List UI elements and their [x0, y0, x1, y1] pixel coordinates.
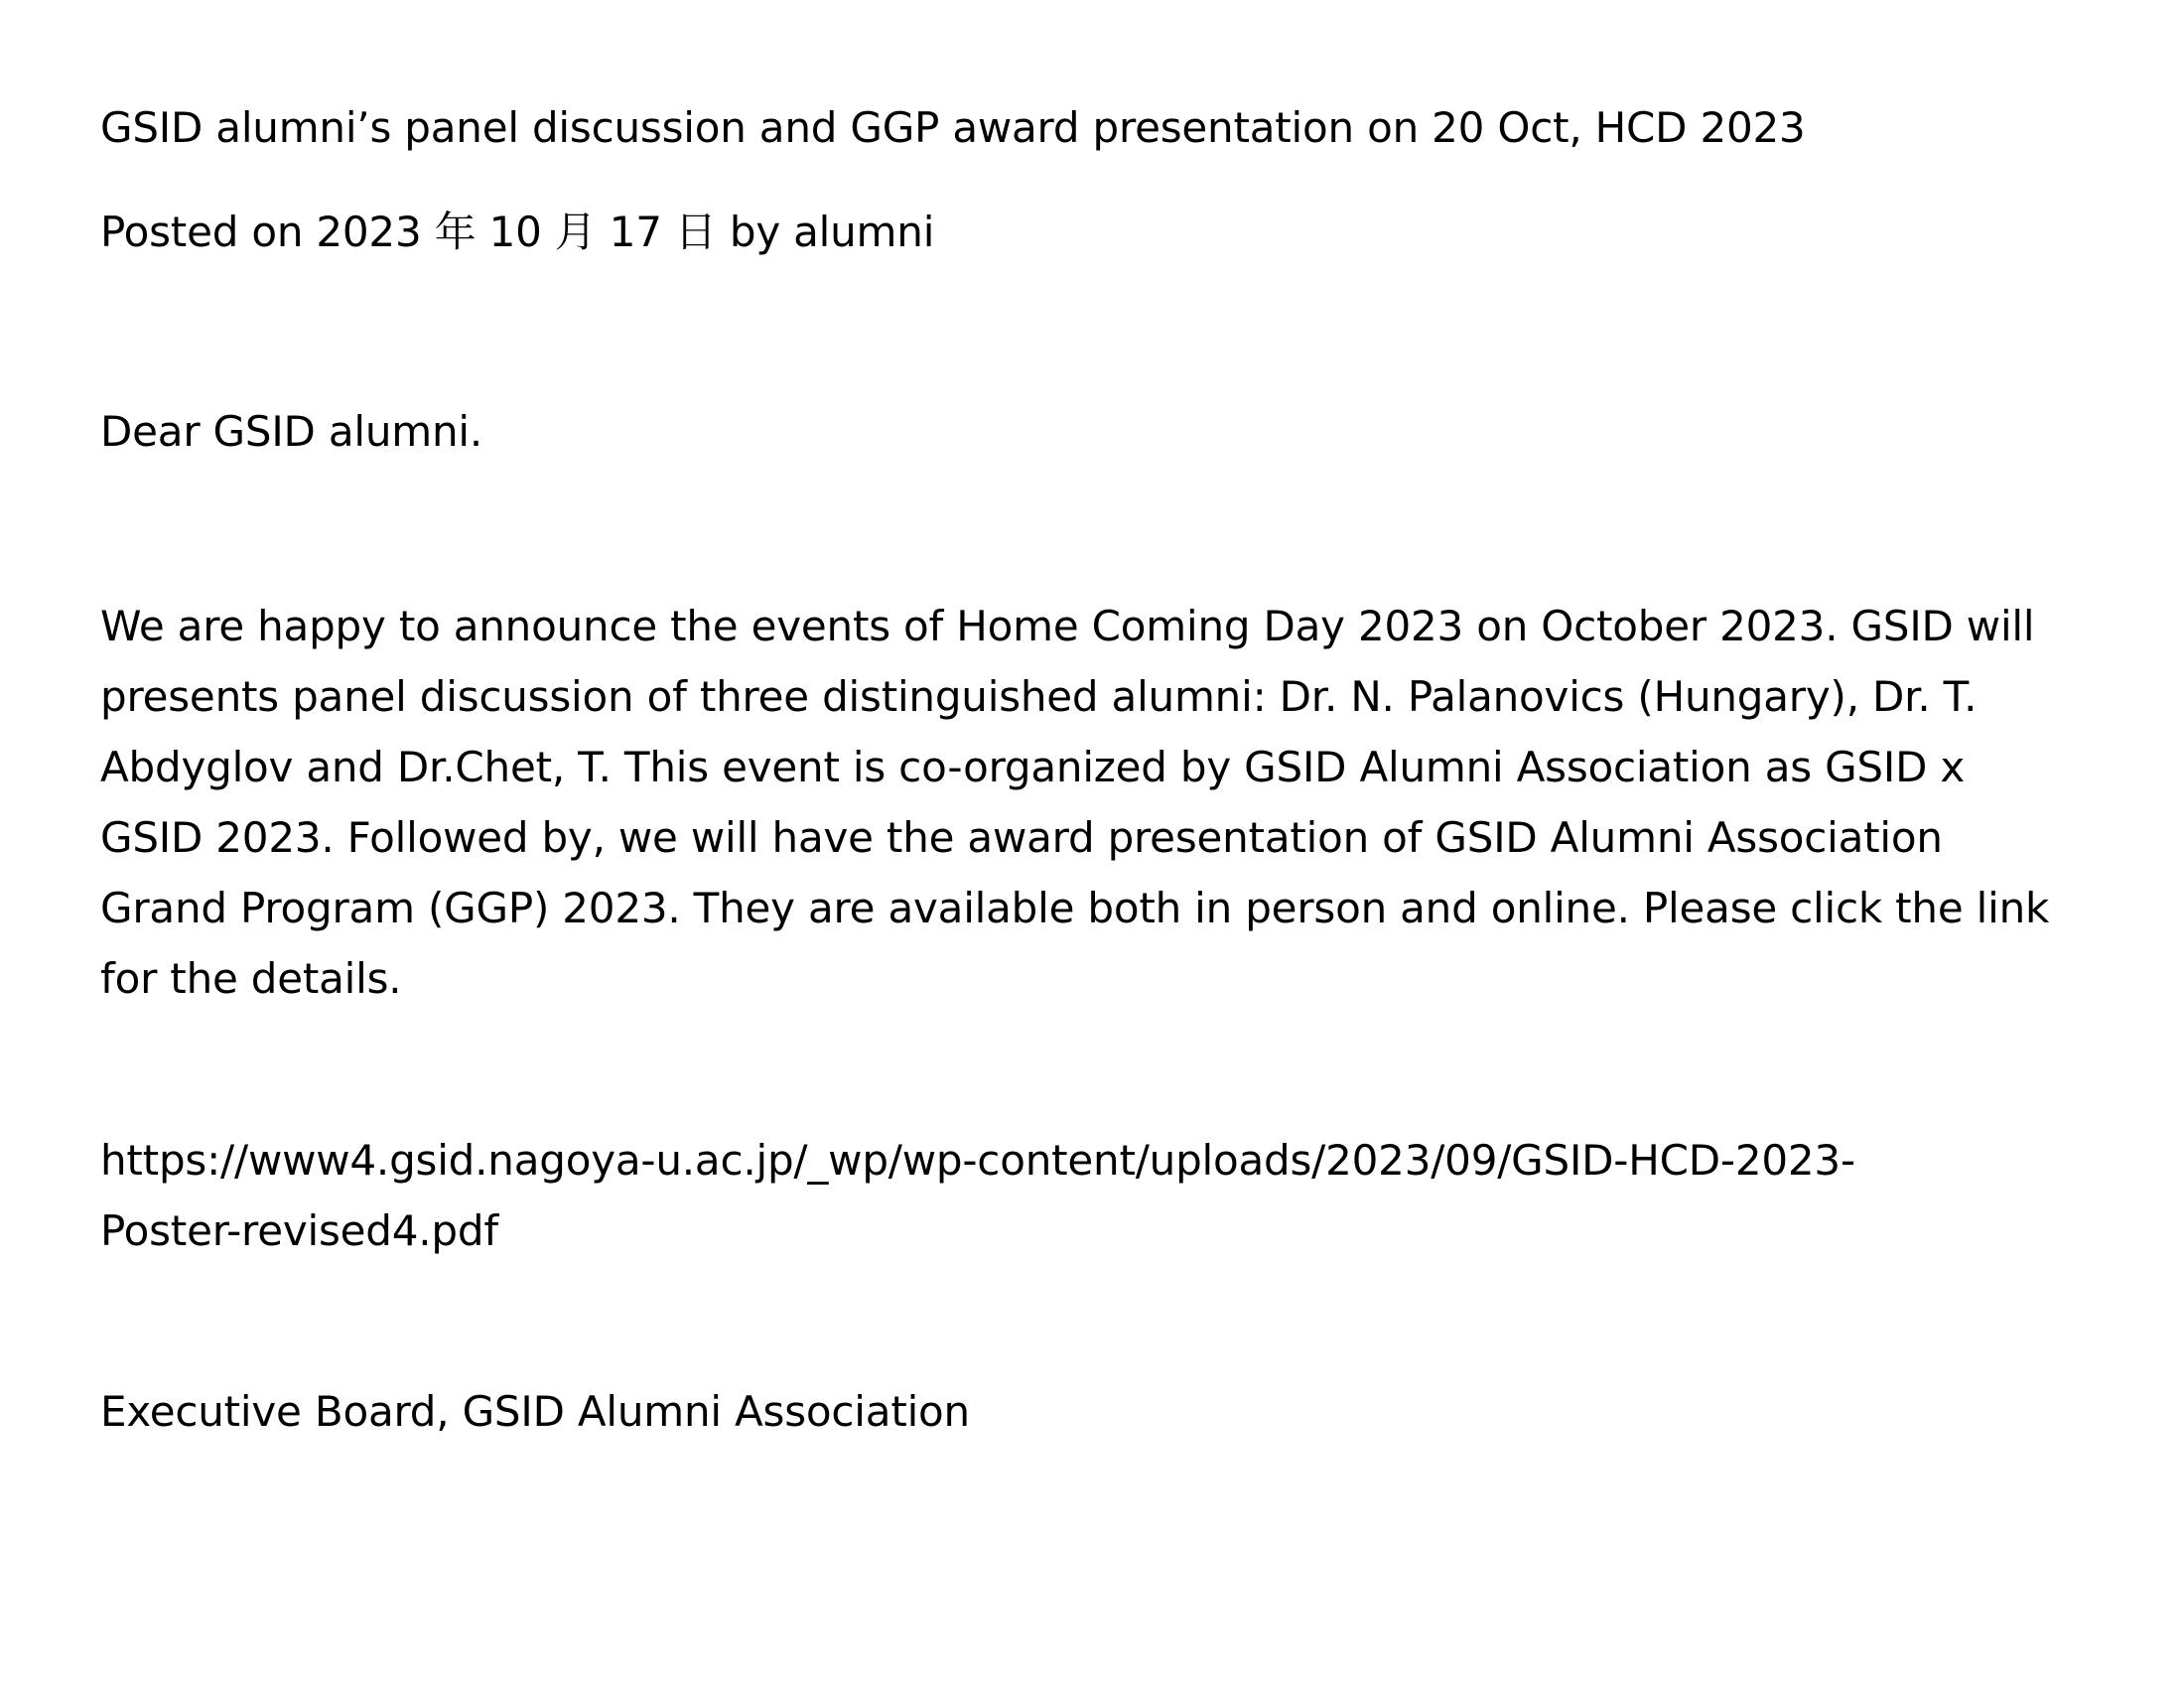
paragraph-line: GSID 2023. Followed by, we will have the award presentation of GSID Alumni Association — [100, 813, 1943, 862]
paragraph-line: Grand Program (GGP) 2023. They are available both in person and online. Please click the link — [100, 884, 2050, 932]
greeting: Dear GSID alumni. — [100, 407, 482, 456]
poster-link-line: https://www4.gsid.nagoya-u.ac.jp/_wp/wp-content/uploads/2023/09/GSID-HCD-2023- — [100, 1136, 1855, 1185]
paragraph-line: We are happy to announce the events of Home Coming Day 2023 on October 2023. GSID will — [100, 602, 2035, 650]
paragraph-line: for the details. — [100, 954, 402, 1003]
signature: Executive Board, GSID Alumni Association — [100, 1387, 970, 1436]
poster-link[interactable] — [100, 1125, 2106, 1266]
post-meta: Posted on 2023 年 10 月 17 日 by alumni — [100, 208, 935, 256]
post-title: GSID alumni’s panel discussion and GGP award presentation on 20 Oct, HCD 2023 — [100, 103, 1806, 152]
paragraph-line: presents panel discussion of three distinguished alumni: Dr. N. Palanovics (Hungary), Dr. T. — [100, 672, 1978, 721]
poster-link-line: Poster-revised4.pdf — [100, 1206, 498, 1255]
announcement-paragraph — [100, 591, 2106, 1014]
paragraph-line: Abdyglov and Dr.Chet, T. This event is co-organized by GSID Alumni Association as GSID x — [100, 743, 1966, 791]
